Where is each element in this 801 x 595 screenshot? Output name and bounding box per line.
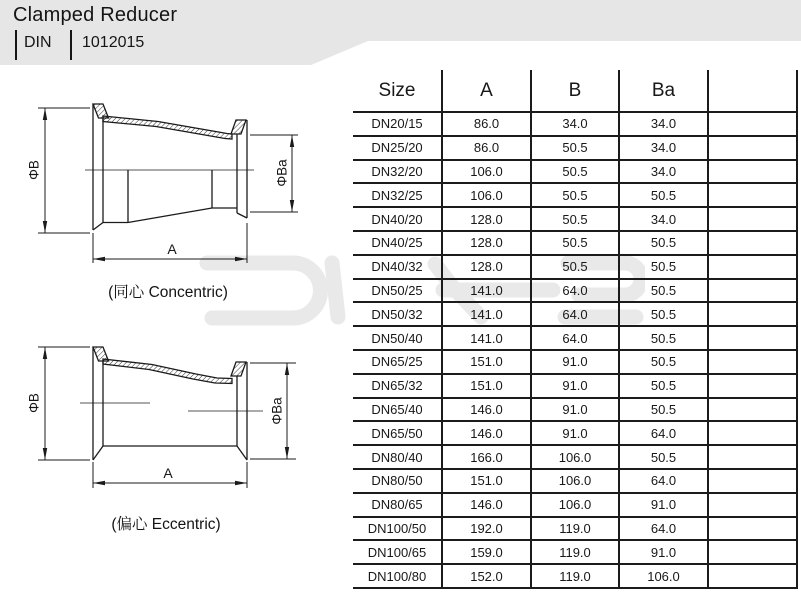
cell-size: DN32/20 (353, 160, 442, 184)
col-header-empty (708, 70, 797, 112)
table-row (353, 517, 797, 541)
cell-ba: 34.0 (619, 112, 708, 136)
cell-empty (708, 350, 797, 374)
table-row (353, 540, 797, 564)
cell-ba: 50.5 (619, 302, 708, 326)
cell-size: DN65/25 (353, 350, 442, 374)
table-row (353, 374, 797, 398)
cell-ba: 34.0 (619, 160, 708, 184)
cell-b: 64.0 (531, 326, 619, 350)
cell-a: 86.0 (442, 136, 531, 160)
cell-ba: 64.0 (619, 517, 708, 541)
cell-empty (708, 398, 797, 422)
cell-a: 128.0 (442, 255, 531, 279)
cell-b: 50.5 (531, 183, 619, 207)
cell-size: DN100/50 (353, 517, 442, 541)
cell-b: 119.0 (531, 564, 619, 588)
cell-a: 151.0 (442, 350, 531, 374)
dim-label-phi-ba: ΦBa (269, 397, 285, 425)
cell-empty (708, 136, 797, 160)
cell-empty (708, 160, 797, 184)
cell-empty (708, 183, 797, 207)
cell-size: DN50/32 (353, 302, 442, 326)
table-row (353, 183, 797, 207)
table-row (353, 398, 797, 422)
table-row (353, 326, 797, 350)
cell-size: DN50/25 (353, 279, 442, 303)
cell-a: 86.0 (442, 112, 531, 136)
cell-ba: 50.5 (619, 183, 708, 207)
cell-empty (708, 326, 797, 350)
spec-table-body (353, 112, 797, 588)
cell-empty (708, 517, 797, 541)
cell-ba: 50.5 (619, 279, 708, 303)
table-row (353, 469, 797, 493)
cell-ba: 50.5 (619, 350, 708, 374)
cell-b: 119.0 (531, 517, 619, 541)
cell-empty (708, 540, 797, 564)
cell-b: 91.0 (531, 398, 619, 422)
cell-empty (708, 445, 797, 469)
cell-ba: 64.0 (619, 421, 708, 445)
table-row (353, 255, 797, 279)
cell-empty (708, 421, 797, 445)
spec-table-header-row (353, 70, 797, 112)
cell-b: 91.0 (531, 421, 619, 445)
cell-ba: 106.0 (619, 564, 708, 588)
cell-ba: 34.0 (619, 207, 708, 231)
standard-row (15, 30, 144, 60)
cell-size: DN65/40 (353, 398, 442, 422)
dim-label-a: A (163, 465, 173, 481)
eccentric-caption: (偏心 Eccentric) (111, 516, 221, 533)
cell-ba: 50.5 (619, 398, 708, 422)
cell-empty (708, 302, 797, 326)
cell-empty (708, 279, 797, 303)
cell-b: 34.0 (531, 112, 619, 136)
table-row (353, 350, 797, 374)
table-row (353, 445, 797, 469)
table-row (353, 207, 797, 231)
cell-b: 50.5 (531, 136, 619, 160)
cell-a: 128.0 (442, 207, 531, 231)
table-row (353, 112, 797, 136)
cell-ba: 91.0 (619, 493, 708, 517)
cell-size: DN40/32 (353, 255, 442, 279)
dim-label-phi-b: ΦB (26, 160, 42, 180)
dim-label-phi-ba: ΦBa (274, 159, 290, 187)
cell-empty (708, 207, 797, 231)
col-header-b: B (531, 70, 619, 112)
cell-size: DN100/80 (353, 564, 442, 588)
cell-size: DN65/50 (353, 421, 442, 445)
table-row (353, 231, 797, 255)
cell-a: 141.0 (442, 302, 531, 326)
reducer-outline (93, 347, 247, 460)
standard-label: DIN (24, 34, 52, 51)
table-row (353, 302, 797, 326)
cell-empty (708, 231, 797, 255)
cell-a: 146.0 (442, 398, 531, 422)
table-row (353, 136, 797, 160)
concentric-drawing (10, 85, 310, 285)
cell-a: 152.0 (442, 564, 531, 588)
cell-b: 50.5 (531, 255, 619, 279)
table-row (353, 421, 797, 445)
cell-b: 50.5 (531, 231, 619, 255)
col-header-size: Size (353, 70, 442, 112)
cell-size: DN65/32 (353, 374, 442, 398)
cell-size: DN40/20 (353, 207, 442, 231)
cell-b: 64.0 (531, 279, 619, 303)
cell-size: DN25/20 (353, 136, 442, 160)
cell-size: DN32/25 (353, 183, 442, 207)
cell-size: DN20/15 (353, 112, 442, 136)
cell-b: 64.0 (531, 302, 619, 326)
cell-empty (708, 564, 797, 588)
cell-size: DN100/65 (353, 540, 442, 564)
cell-a: 166.0 (442, 445, 531, 469)
cell-ba: 91.0 (619, 540, 708, 564)
cell-a: 141.0 (442, 279, 531, 303)
table-row (353, 160, 797, 184)
cell-b: 106.0 (531, 493, 619, 517)
cell-empty (708, 469, 797, 493)
reducer-outline (93, 104, 247, 230)
dim-label-phi-b: ΦB (26, 393, 42, 413)
cell-ba: 50.5 (619, 255, 708, 279)
cell-size: DN80/65 (353, 493, 442, 517)
cell-ba: 64.0 (619, 469, 708, 493)
cell-size: DN80/50 (353, 469, 442, 493)
cell-ba: 50.5 (619, 231, 708, 255)
cell-ba: 50.5 (619, 326, 708, 350)
dimension-lines (38, 108, 298, 263)
cell-empty (708, 374, 797, 398)
cell-a: 146.0 (442, 421, 531, 445)
cell-a: 192.0 (442, 517, 531, 541)
cell-a: 146.0 (442, 493, 531, 517)
cell-size: DN40/25 (353, 231, 442, 255)
col-header-a: A (442, 70, 531, 112)
cell-b: 106.0 (531, 469, 619, 493)
cell-a: 151.0 (442, 374, 531, 398)
dim-label-a: A (167, 241, 177, 257)
col-header-ba: Ba (619, 70, 708, 112)
page-title: Clamped Reducer (13, 4, 178, 26)
standard-code: 1012015 (82, 34, 145, 51)
cell-b: 106.0 (531, 445, 619, 469)
cell-a: 106.0 (442, 160, 531, 184)
cell-ba: 50.5 (619, 445, 708, 469)
cell-size: DN50/40 (353, 326, 442, 350)
cell-b: 91.0 (531, 350, 619, 374)
table-row (353, 493, 797, 517)
cell-empty (708, 112, 797, 136)
cell-b: 119.0 (531, 540, 619, 564)
cell-ba: 34.0 (619, 136, 708, 160)
cell-ba: 50.5 (619, 374, 708, 398)
cell-a: 106.0 (442, 183, 531, 207)
concentric-caption: (同心 Concentric) (108, 284, 228, 301)
cell-a: 141.0 (442, 326, 531, 350)
cell-empty (708, 493, 797, 517)
table-row (353, 564, 797, 588)
spec-table (353, 70, 798, 589)
cell-a: 151.0 (442, 469, 531, 493)
cell-a: 159.0 (442, 540, 531, 564)
cell-b: 50.5 (531, 207, 619, 231)
eccentric-drawing (10, 330, 310, 495)
cell-a: 128.0 (442, 231, 531, 255)
cell-size: DN80/40 (353, 445, 442, 469)
cell-b: 50.5 (531, 160, 619, 184)
cell-empty (708, 255, 797, 279)
cell-b: 91.0 (531, 374, 619, 398)
table-row (353, 279, 797, 303)
